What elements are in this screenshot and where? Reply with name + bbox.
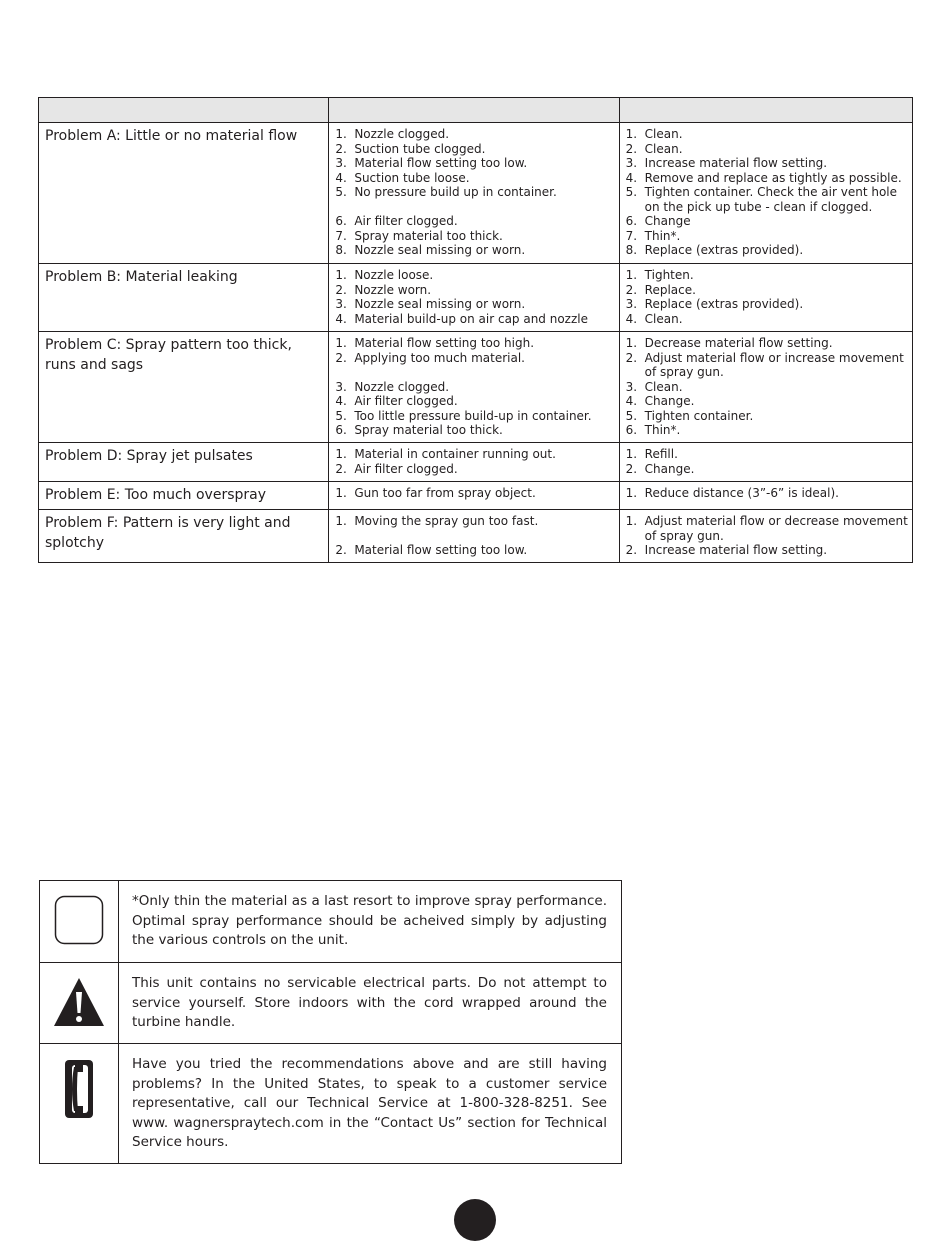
note-icon-cell — [40, 963, 119, 1044]
table-row — [39, 510, 913, 563]
solution-list — [620, 443, 912, 479]
note-icon-cell — [40, 881, 119, 963]
solution-cell — [619, 482, 912, 510]
cause-list — [329, 482, 618, 504]
cause-list — [329, 264, 618, 329]
header-cell-solution — [619, 98, 912, 123]
list-item: 7. Thin*. — [625, 228, 681, 243]
list-item: 2. Nozzle worn. — [335, 282, 432, 297]
list-item: 3. Clean. — [625, 379, 683, 394]
list-item: 1. Clean. — [625, 127, 683, 141]
list-item: 1. Gun too far from spray object. — [335, 486, 536, 500]
table-row — [39, 332, 913, 443]
problem-cell: Problem F: Pattern is very light and splotchy — [39, 510, 329, 563]
list-item: 4. Material build-up on air cap and nozzle — [335, 311, 588, 326]
list-item: 3. Increase material flow setting. — [625, 156, 828, 170]
list-item: 2. Suction tube clogged. — [335, 141, 486, 156]
list-item: 2. Increase material flow setting. — [625, 543, 828, 557]
problem-cell: Problem E: Too much overspray — [39, 482, 329, 510]
telephone-icon — [64, 1059, 94, 1119]
cause-cell — [329, 123, 619, 264]
list-item: 2. Replace. — [625, 282, 696, 297]
note-text: *Only thin the material as a last resort to improve spray performance. Optimal spray performance should be acheived simply by adjusting the various controls on the unit. — [119, 881, 622, 963]
cause-list — [329, 332, 618, 441]
list-item: 5. Tighten container. — [625, 408, 754, 423]
solution-cell — [619, 332, 912, 443]
list-item: 3. Material flow setting too low. — [335, 156, 528, 170]
note-icon-cell — [40, 1044, 119, 1164]
cause-cell — [329, 264, 619, 332]
problem-cell: Problem C: Spray pattern too thick, runs and sags — [39, 332, 329, 443]
list-item: 4. Air filter clogged. — [335, 394, 458, 408]
note-row — [40, 963, 622, 1044]
list-item: 7. Spray material too thick. — [335, 228, 503, 243]
note-row — [40, 1044, 622, 1164]
solution-list — [620, 510, 912, 561]
list-item: 4. Change. — [625, 394, 695, 408]
list-item: 1. Nozzle loose. — [335, 268, 434, 282]
solution-list — [620, 264, 912, 329]
cause-cell — [329, 332, 619, 443]
table-row — [39, 123, 913, 264]
list-item: 2. Clean. — [625, 141, 683, 156]
list-item: 2. Adjust material flow or increase movement of spray gun. — [625, 350, 904, 379]
cause-cell — [329, 482, 619, 510]
note-text: Have you tried the recommendations above and are still having problems? In the United States, to speak to a customer service representative, call our Technical Service at 1-800-328-8251. See www. wagnerspraytech.com in the “Contact Us” section for Technical Service hours. — [119, 1044, 622, 1164]
blank-rounded-square-icon — [54, 895, 104, 945]
list-item: 1. Nozzle clogged. — [335, 127, 450, 141]
solution-cell — [619, 123, 912, 264]
list-item: 2. Air filter clogged. — [335, 461, 458, 476]
solution-cell — [619, 443, 912, 482]
table-row — [39, 264, 913, 332]
list-item: 3. Nozzle seal missing or worn. — [335, 297, 526, 311]
list-item: 4. Remove and replace as tightly as possible. — [625, 170, 902, 185]
solution-cell — [619, 264, 912, 332]
list-item: 5. Too little pressure build-up in container. — [335, 408, 592, 423]
list-item: 2. Material flow setting too low. — [335, 543, 528, 557]
cause-list — [329, 123, 618, 261]
list-item: 1. Reduce distance (3”-6” is ideal). — [625, 486, 839, 500]
solution-list — [620, 332, 912, 441]
list-item: 1. Moving the spray gun too fast. — [335, 514, 539, 528]
list-item: 3. Replace (extras provided). — [625, 297, 804, 311]
solution-list — [620, 123, 912, 261]
list-item: 1. Material in container running out. — [335, 447, 556, 461]
list-item: 6. Air filter clogged. — [335, 214, 458, 228]
list-item: 1. Refill. — [625, 447, 678, 461]
cause-cell — [329, 443, 619, 482]
list-item: 1. Decrease material flow setting. — [625, 336, 833, 350]
cause-cell — [329, 510, 619, 563]
list-item: 2. Applying too much material. — [335, 350, 525, 365]
list-item: 1. Material flow setting too high. — [335, 336, 535, 350]
note-row — [40, 881, 622, 963]
list-item: 6. Spray material too thick. — [335, 423, 503, 437]
notes-box — [39, 880, 622, 1164]
troubleshooting-table — [38, 97, 913, 563]
list-item: 6. Change — [625, 214, 691, 228]
problem-cell: Problem D: Spray jet pulsates — [39, 443, 329, 482]
cause-list — [329, 443, 618, 479]
list-item: 8. Replace (extras provided). — [625, 243, 804, 257]
header-cell-problem — [39, 98, 329, 123]
list-item: 4. Clean. — [625, 311, 683, 326]
list-item: 8. Nozzle seal missing or worn. — [335, 243, 526, 257]
list-item: 5. Tighten container. Check the air vent hole on the pick up tube - clean if clogged. — [625, 185, 898, 214]
problem-cell: Problem B: Material leaking — [39, 264, 329, 332]
list-item: 3. Nozzle clogged. — [335, 379, 450, 394]
list-item: 4. Suction tube loose. — [335, 170, 470, 185]
solution-list — [620, 482, 912, 504]
solution-cell — [619, 510, 912, 563]
list-item: 6. Thin*. — [625, 423, 681, 437]
table-row — [39, 443, 913, 482]
table-row — [39, 482, 913, 510]
problem-cell: Problem A: Little or no material flow — [39, 123, 329, 264]
table-body — [39, 123, 913, 563]
warning-triangle-icon — [53, 977, 105, 1027]
list-item: 2. Change. — [625, 461, 695, 476]
table-header-row — [39, 98, 913, 123]
list-item: 1. Tighten. — [625, 268, 694, 282]
list-item: 1. Adjust material flow or decrease movement of spray gun. — [625, 514, 908, 543]
cause-list — [329, 510, 618, 561]
header-cell-cause — [329, 98, 619, 123]
page-number-marker — [454, 1199, 496, 1241]
list-item: 5. No pressure build up in container. — [335, 185, 557, 199]
note-text: This unit contains no servicable electrical parts. Do not attempt to service yourself. Store indoors with the cord wrapped around the turbine handle. — [119, 963, 622, 1044]
